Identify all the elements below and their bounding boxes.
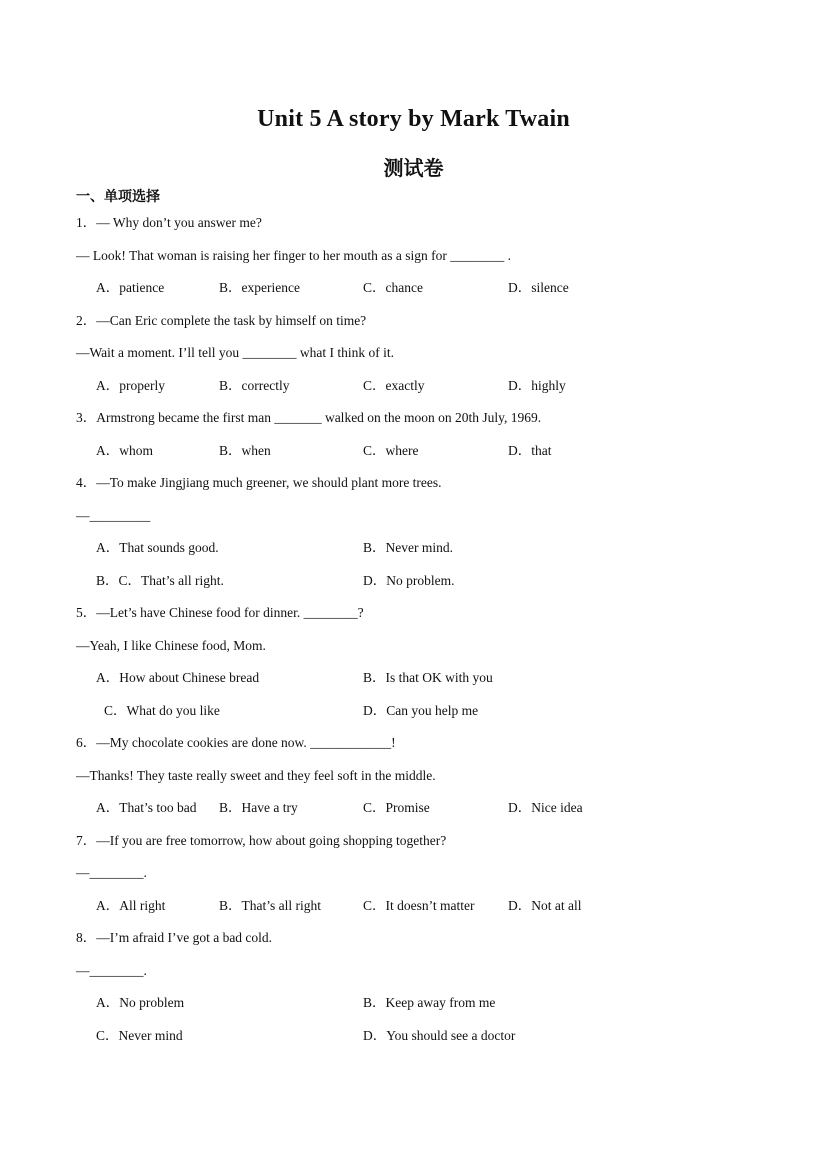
question-5-option-b: B．Is that OK with you xyxy=(363,670,493,685)
question-3-option-c: C．where xyxy=(363,443,419,458)
question-5-reply: —Yeah, I like Chinese food, Mom. xyxy=(76,638,266,653)
question-4-option-b: B．Never mind. xyxy=(363,540,453,555)
page-title: Unit 5 A story by Mark Twain xyxy=(257,106,570,132)
question-4-option-a: A．That sounds good. xyxy=(96,540,219,555)
question-5-option-d: D．Can you help me xyxy=(363,703,479,718)
question-1-option-b: B．experience xyxy=(219,280,300,295)
question-3-option-a: A．whom xyxy=(96,443,153,458)
question-7-option-a: A．All right xyxy=(96,898,166,913)
page-subtitle: 测试卷 xyxy=(383,156,444,180)
question-1-reply: — Look! That woman is raising her finger to her mouth as a sign for ________ . xyxy=(76,248,512,263)
question-8-reply: —________. xyxy=(76,963,147,978)
question-3-stem: 3．Armstrong became the first man _______ walked on the moon on 20th July, 1969. xyxy=(76,410,542,425)
question-2-option-a: A．properly xyxy=(96,378,165,393)
question-3-option-b: B．when xyxy=(219,443,271,458)
question-7-option-b: B．That’s all right xyxy=(219,898,321,913)
question-2-reply: —Wait a moment. I’ll tell you ________ what I think of it. xyxy=(76,345,394,360)
question-5-stem: 5．—Let’s have Chinese food for dinner. ________? xyxy=(76,605,364,620)
question-8-stem: 8．—I’m afraid I’ve got a bad cold. xyxy=(76,930,273,945)
question-7-reply: —________. xyxy=(76,865,147,880)
question-1-option-d: D．silence xyxy=(508,280,569,295)
question-7-option-d: D．Not at all xyxy=(508,898,582,913)
question-6-stem: 6．—My chocolate cookies are done now. ____________! xyxy=(76,735,396,750)
question-7-option-c: C．It doesn’t matter xyxy=(363,898,475,913)
question-2-option-d: D．highly xyxy=(508,378,566,393)
question-6-reply: —Thanks! They taste really sweet and they feel soft in the middle. xyxy=(76,768,436,783)
question-6-option-a: A．That’s too bad xyxy=(96,800,197,815)
question-6-option-c: C．Promise xyxy=(363,800,430,815)
question-1-stem: 1．— Why don’t you answer me? xyxy=(76,215,262,230)
question-5-option-c: C．What do you like xyxy=(104,703,220,718)
question-4-stem: 4．—To make Jingjiang much greener, we should plant more trees. xyxy=(76,475,442,490)
question-2-option-b: B．correctly xyxy=(219,378,290,393)
question-8-option-d: D．You should see a doctor xyxy=(363,1028,516,1043)
question-2-stem: 2．—Can Eric complete the task by himself on time? xyxy=(76,313,367,328)
question-4-option-c: B．C．That’s all right. xyxy=(96,573,224,588)
question-2-option-c: C．exactly xyxy=(363,378,425,393)
question-3-option-d: D．that xyxy=(508,443,552,458)
question-8-option-b: B．Keep away from me xyxy=(363,995,496,1010)
question-6-option-d: D．Nice idea xyxy=(508,800,583,815)
question-4-reply: —_________ xyxy=(76,508,151,523)
question-8-option-c: C．Never mind xyxy=(96,1028,183,1043)
question-6-option-b: B．Have a try xyxy=(219,800,298,815)
question-8-option-a: A．No problem xyxy=(96,995,185,1010)
question-4-option-d: D．No problem. xyxy=(363,573,455,588)
section-heading: 一、单项选择 xyxy=(76,189,160,205)
question-5-option-a: A．How about Chinese bread xyxy=(96,670,260,685)
question-1-option-a: A．patience xyxy=(96,280,165,295)
question-1-option-c: C．chance xyxy=(363,280,423,295)
question-7-stem: 7．—If you are free tomorrow, how about going shopping together? xyxy=(76,833,447,848)
